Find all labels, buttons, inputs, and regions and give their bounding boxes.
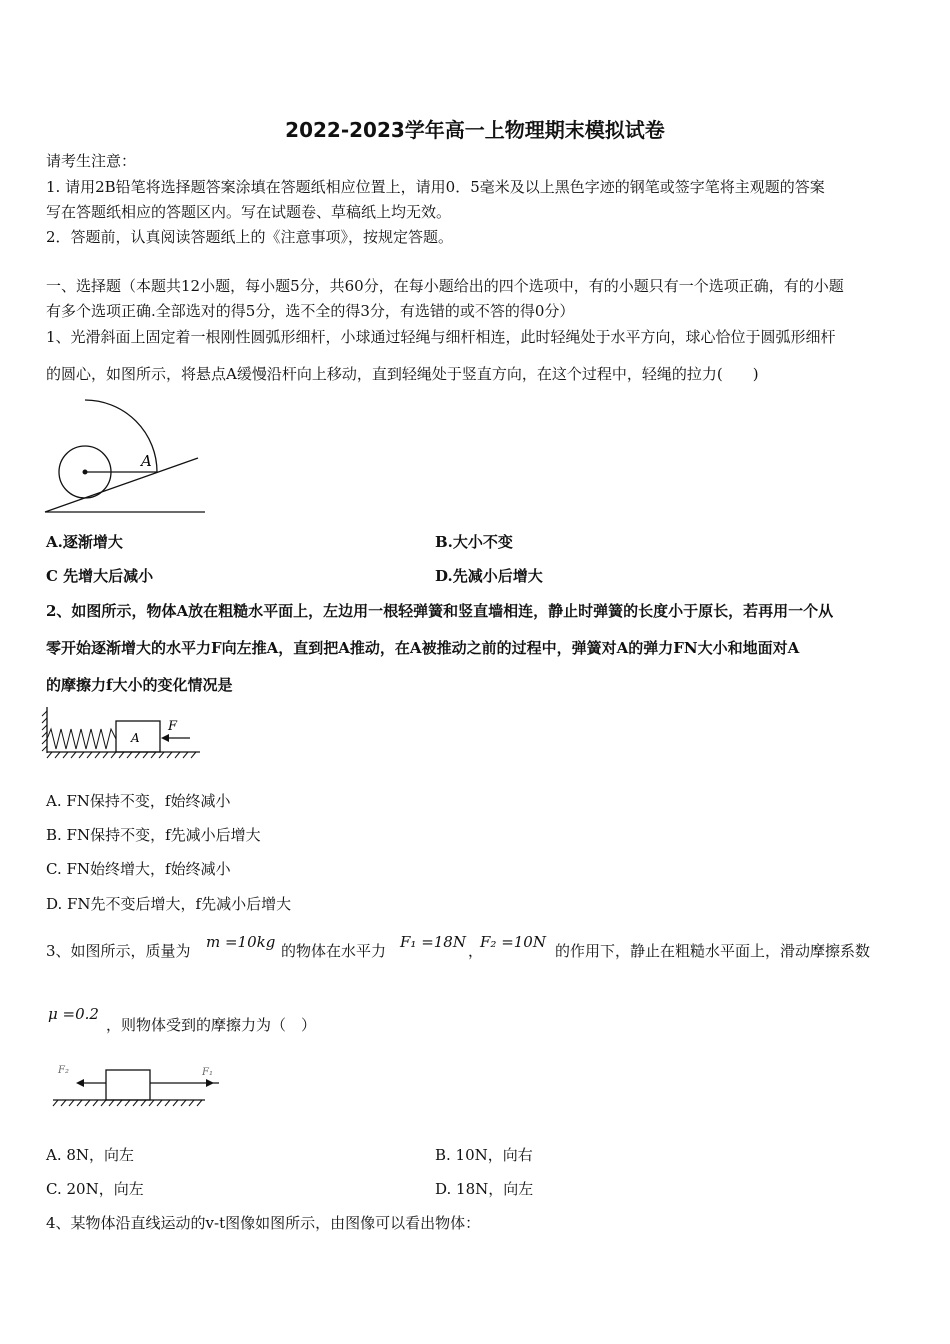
fig-f1-label: F₁ [202,1067,213,1078]
q2-option-c[interactable]: C. FN始终增大，f始终减小 [46,860,231,878]
f1-arrowhead [206,1079,214,1087]
section-instructions-2: 有多个选项正确.全部选对的得5分，选不全的得3分，有选错的或不答的得0分） [46,302,575,320]
q1-option-b[interactable]: B.大小不变 [435,533,513,551]
notice-item-2: 2．答题前，认真阅读答题纸上的《注意事项》，按规定答题。 [46,228,454,246]
q2-text-1: 2、如图所示，物体A放在粗糙水平面上，左边用一根轻弹簧和竖直墙相连，静止时弹簧的长度小于原长，若再用一个从 [46,602,834,620]
block [106,1070,150,1100]
point-a-label: A [141,452,152,470]
force-arrowhead [161,734,169,742]
q4-text-1: 4、某物体沿直线运动的v-t图像如图所示，由图像可以看出物体： [46,1214,481,1232]
f2-arrowhead [76,1079,84,1087]
q2-option-a[interactable]: A. FN保持不变，f始终减小 [46,792,231,810]
q2-option-b[interactable]: B. FN保持不变，f先减小后增大 [46,826,261,844]
q1-option-d[interactable]: D.先减小后增大 [435,567,543,585]
notice-heading: 请考生注意： [46,152,137,170]
q2-option-d[interactable]: D. FN先不变后增大，f先减小后增大 [46,895,292,913]
q1-text-2: 的圆心，如图所示，将悬点A缓慢沿杆向上移动，直到轻绳处于竖直方向，在这个过程中，轻绳的拉力( ) [46,365,759,383]
q3-option-b[interactable]: B. 10N，向右 [435,1146,533,1164]
notice-item-1a: 1. 请用2B铅笔将选择题答案涂填在答题纸相应位置上，请用0．5毫米及以上黑色字迹的钢笔或签字笔将主观题的答案 [46,178,825,196]
incline [45,458,198,512]
q3-option-d[interactable]: D. 18N，向左 [435,1180,534,1198]
q3-mass: m =10kg [206,933,276,951]
spring [47,729,116,749]
page-title: 2022-2023学年高一上物理期末模拟试卷 [285,118,665,142]
block-a-label: A [131,731,140,745]
q3-force-f2: F₂ =10N [480,933,546,951]
q3-comma: ， [468,942,484,960]
q1-option-c[interactable]: C 先增大后减小 [46,567,154,585]
q1-option-a[interactable]: A.逐渐增大 [46,533,123,551]
q3-text-1c: 的作用下，静止在粗糙水平面上，滑动摩擦系数 [555,942,871,960]
q3-force-f1: F₁ =18N [400,933,466,951]
force-f-label: F [168,719,178,734]
q2-text-2: 零开始逐渐增大的水平力F向左推A，直到把A推动，在A被推动之前的过程中，弹簧对A的弹力FN大小和地面对A [46,639,800,657]
q3-text-2: ，则物体受到的摩擦力为（ ） [106,1016,317,1034]
q1-figure [40,395,210,520]
section-instructions-1: 一、选择题（本题共12小题，每小题5分，共60分，在每小题给出的四个选项中，有的小题只有一个选项正确，有的小题 [46,277,844,295]
fig-f2-label: F₂ [58,1065,69,1076]
q3-option-c[interactable]: C. 20N，向左 [46,1180,144,1198]
q3-text-1a: 3、如图所示，质量为 [46,942,191,960]
q3-option-a[interactable]: A. 8N，向左 [46,1146,135,1164]
q3-figure [50,1060,213,1112]
q3-friction-coefficient: μ =0.2 [48,1005,99,1023]
notice-item-1b: 写在答题纸相应的答题区内。写在试题卷、草稿纸上均无效。 [46,203,452,221]
q2-text-3: 的摩擦力f大小的变化情况是 [46,676,233,694]
q2-figure [42,705,207,765]
q1-text-1: 1、光滑斜面上固定着一根刚性圆弧形细杆，小球通过轻绳与细杆相连，此时轻绳处于水平方向，球心恰位于圆弧形细杆 [46,328,836,346]
q3-text-1b: 的物体在水平力 [281,942,387,960]
